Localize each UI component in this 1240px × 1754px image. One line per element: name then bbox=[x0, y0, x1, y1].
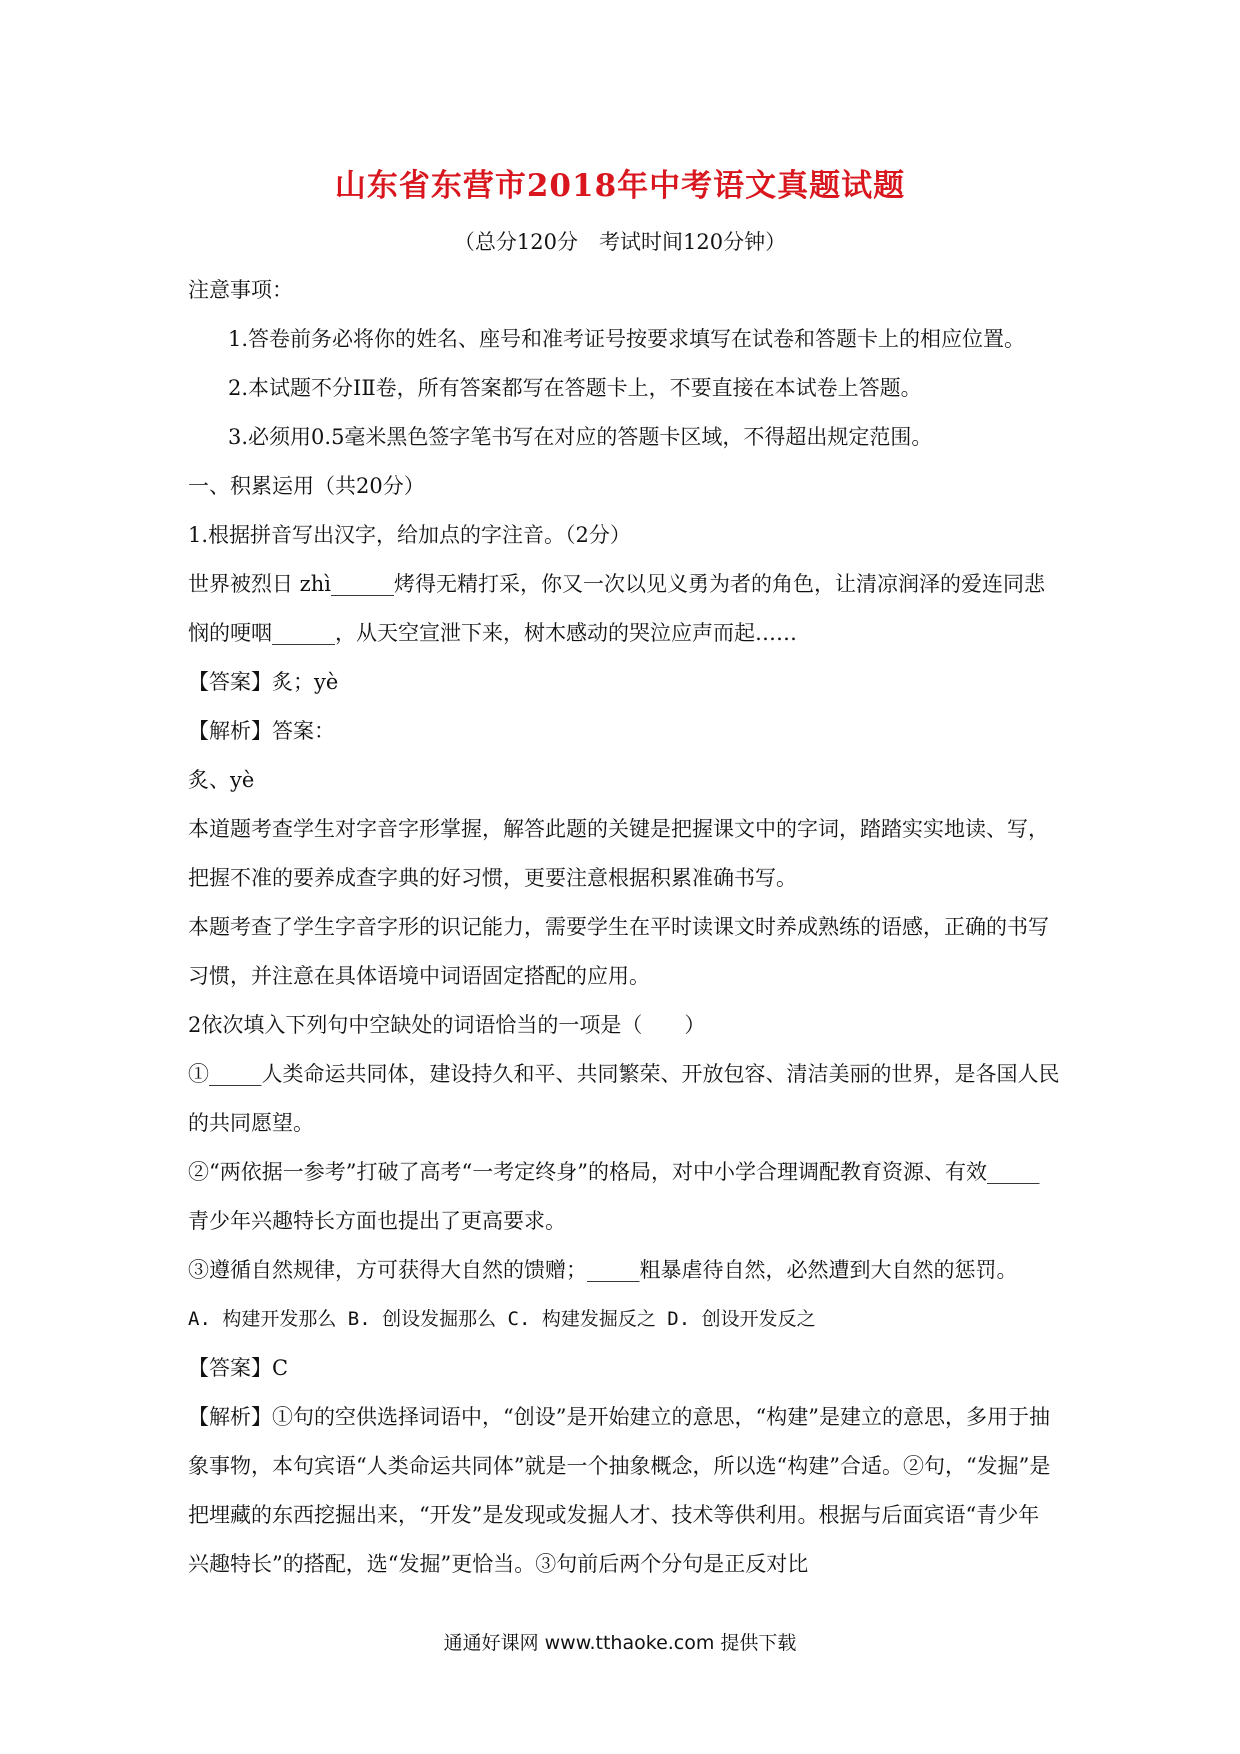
question-2-stem: 2依次填入下列句中空缺处的词语恰当的一项是（ ） bbox=[188, 1013, 706, 1037]
notice-item-2: 2.本试题不分ⅠⅡ卷，所有答案都写在答题卡上，不要直接在本试卷上答题。 bbox=[228, 376, 922, 400]
question-2-sentence-2: ②“两依据一参考”打破了高考“一考定终身”的格局，对中小学合理调配教育资源、有效_____青少年兴趣特长方面也提出了更高要求。 bbox=[188, 1160, 1040, 1233]
page-title: 山东省东营市2018年中考语文真题试题 bbox=[334, 168, 906, 204]
notice-item-3: 3.必须用0.5毫米黑色签字笔书写在对应的答题卡区域，不得超出规定范围。 bbox=[228, 425, 933, 449]
question-1-analysis-paragraph-1: 本道题考查学生对字音字形掌握，解答此题的关键是把握课文中的字词，踏踏实实地读、写，把握不准的要养成查字典的好习惯，更要注意根据积累准确书写。 bbox=[188, 817, 1049, 890]
question-1-analysis-paragraph-2: 本题考查了学生字音字形的识记能力，需要学生在平时读课文时养成熟练的语感，正确的书写习惯，并注意在具体语境中词语固定搭配的应用。 bbox=[188, 915, 1049, 988]
question-2-analysis: 【解析】①句的空供选择词语中，“创设”是开始建立的意思，“构建”是建立的意思，多用于抽象事物，本句宾语“人类命运共同体”就是一个抽象概念，所以选“构建”合适。②句，“发掘”是把埋藏的东西挖掘出来，“开发”是发现或发掘人才、技术等供利用。根据与后面宾语“青少年兴趣特长”的搭配，选“发掘”更恰当。③句前后两个分句是正反对比 bbox=[188, 1405, 1051, 1576]
question-1-analysis-label: 【解析】答案： bbox=[188, 719, 335, 743]
section-heading: 一、积累运用（共20分） bbox=[188, 474, 425, 498]
question-1-passage: 世界被烈日 zhì______烤得无精打采，你又一次以见义勇为者的角色，让清凉润泽的爱连同悲悯的哽咽______，从天空宣泄下来，树木感动的哭泣应声而起…… bbox=[188, 572, 1045, 645]
question-2-answer: 【答案】C bbox=[188, 1356, 289, 1380]
question-1-analysis-answer: 炙、yè bbox=[188, 768, 255, 792]
notice-heading: 注意事项： bbox=[188, 278, 293, 302]
page-footer: 通通好课网 www.tthaoke.com 提供下载 bbox=[443, 1632, 797, 1654]
question-1-stem: 1.根据拼音写出汉字，给加点的字注音。（2分） bbox=[188, 523, 631, 547]
question-2-options: A. 构建开发那么 B. 创设发掘那么 C. 构建发掘反之 D. 创设开发反之 bbox=[188, 1308, 816, 1330]
question-1-answer: 【答案】炙；yè bbox=[188, 670, 339, 694]
page-subtitle: （总分120分 考试时间120分钟） bbox=[453, 230, 787, 254]
question-2-sentence-3: ③遵循自然规律，方可获得大自然的馈赠；_____粗暴虐待自然，必然遭到大自然的惩罚。 bbox=[188, 1258, 1018, 1282]
notice-item-1: 1.答卷前务必将你的姓名、座号和准考证号按要求填写在试卷和答题卡上的相应位置。 bbox=[228, 327, 1026, 351]
document-body bbox=[188, 266, 1060, 1589]
question-2-sentence-1: ①_____人类命运共同体，建设持久和平、共同繁荣、开放包容、清洁美丽的世界，是各国人民的共同愿望。 bbox=[188, 1062, 1060, 1135]
